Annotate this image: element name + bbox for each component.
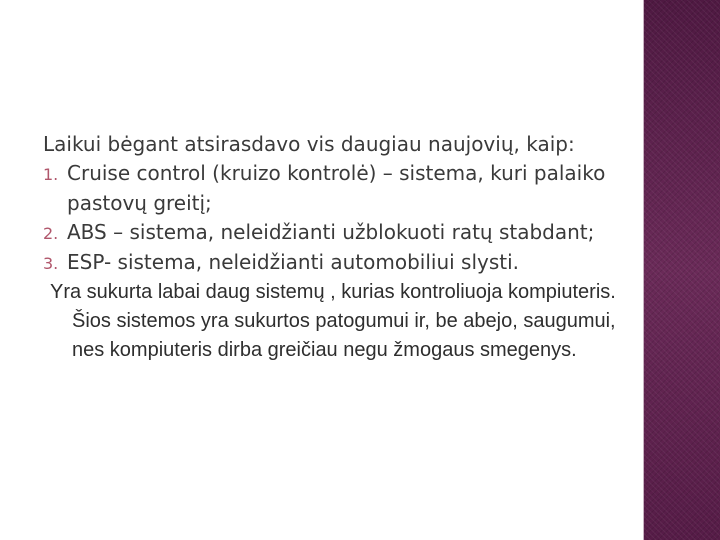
list-item-number: 1.: [43, 165, 59, 184]
list-item: [43, 159, 633, 218]
list-item-text: ABS – sistema, neleidžianti užblokuoti ratų stabdant;: [67, 220, 595, 244]
list-item-text: ESP- sistema, neleidžianti automobiliui slysti.: [67, 250, 520, 274]
decorative-side-bar: [643, 0, 720, 540]
intro-paragraph: Laikui bėgant atsirasdavo vis daugiau naujovių, kaip:: [43, 132, 575, 156]
list-item-text: Cruise control (kruizo kontrolė) – sistema, kuri palaiko pastovų greitį;: [67, 161, 606, 215]
list-item: [43, 248, 633, 278]
slide-body: [43, 130, 633, 365]
list-item: [43, 218, 633, 248]
closing-paragraph: Yra sukurta labai daug sistemų , kurias kontroliuoja kompiuteris. Šios sistemos yra sukurtos patogumui ir, be abejo, saugumui, nes kompiuteris dirba greičiau negu žmogaus smegenys.: [50, 281, 616, 361]
list-item-number: 3.: [43, 254, 59, 273]
list-item-number: 2.: [43, 224, 59, 243]
